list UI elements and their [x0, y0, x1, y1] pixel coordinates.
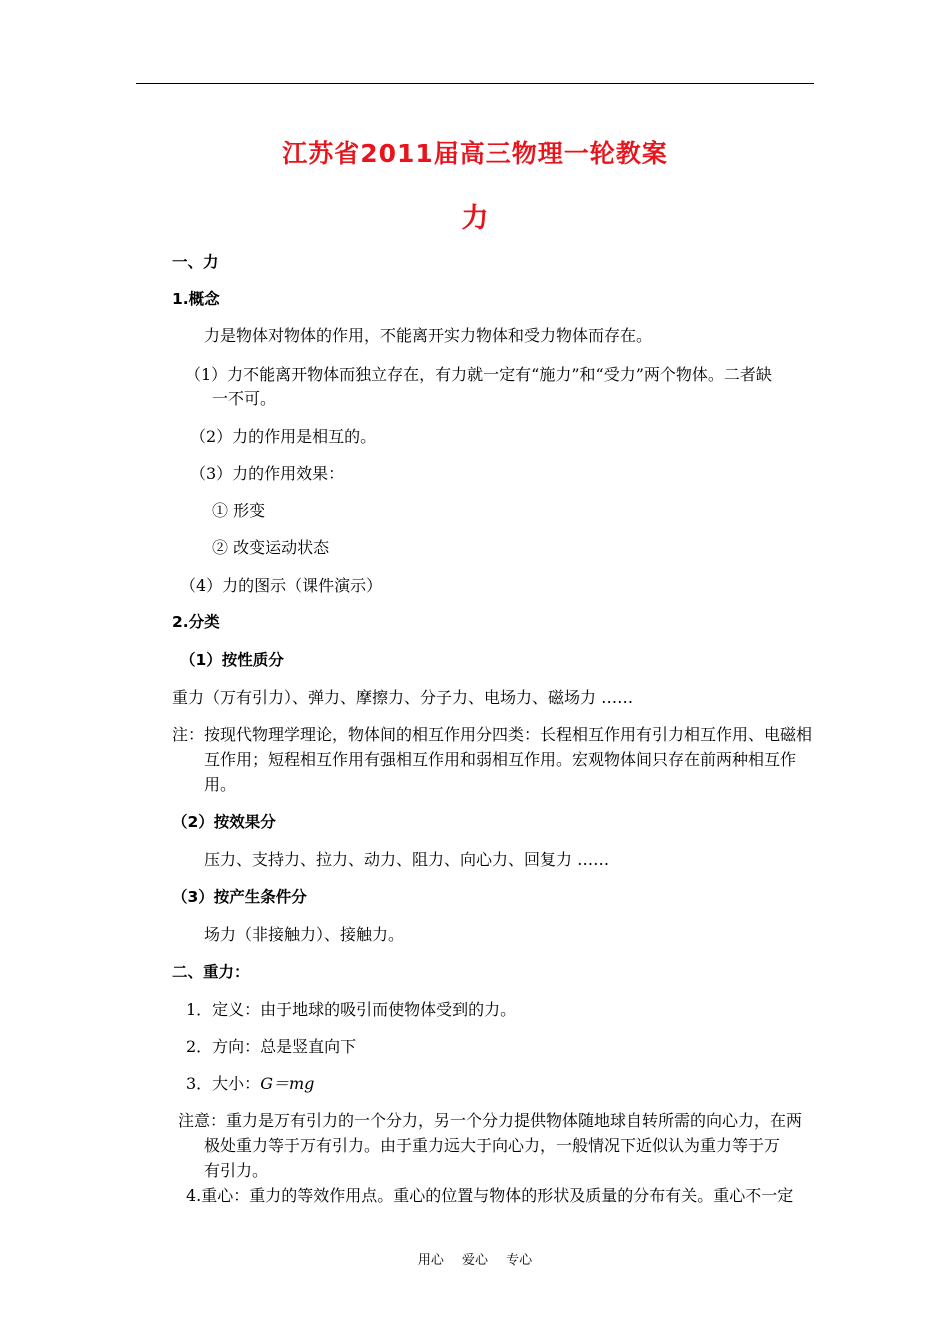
formula: G＝mg: [260, 1074, 315, 1093]
paragraph: 1．定义：由于地球的吸引而使物体受到的力。: [186, 1000, 517, 1019]
subsection-heading: 2.分类: [172, 613, 220, 631]
paragraph: （2）力的作用是相互的。: [190, 427, 377, 446]
page-footer: 用心 爱心 专心: [417, 1253, 533, 1268]
document-title: 江苏省2011届高三物理一轮教案: [282, 139, 668, 168]
paragraph: 4.重心：重力的等效作用点。重心的位置与物体的形状及质量的分布有关。重心不一定: [186, 1186, 794, 1205]
formula-label: 3．大小：: [186, 1074, 261, 1093]
paragraph: 力是物体对物体的作用，不能离开实力物体和受力物体而存在。: [204, 326, 653, 345]
paragraph: 场力（非接触力）、接触力。: [204, 925, 405, 944]
subsection-heading: （1）按性质分: [180, 651, 284, 669]
document-subtitle: 力: [461, 203, 489, 234]
list-item: ② 改变运动状态: [212, 538, 330, 557]
note: 用。: [204, 775, 237, 794]
subsection-heading: （3）按产生条件分: [172, 888, 307, 906]
paragraph: 一不可。: [212, 389, 277, 408]
paragraph: 2．方向：总是竖直向下: [186, 1037, 357, 1056]
paragraph: 重力（万有引力）、弹力、摩擦力、分子力、电场力、磁场力 ……: [172, 688, 634, 707]
section-heading: 一、力: [172, 253, 219, 271]
paragraph: [186, 1071, 314, 1096]
section-heading: 二、重力：: [172, 963, 250, 981]
list-item: ① 形变: [212, 501, 266, 520]
note: 注意：重力是万有引力的一个分力，另一个分力提供物体随地球自转所需的向心力，在两: [178, 1111, 803, 1130]
paragraph: （3）力的作用效果：: [190, 464, 345, 483]
header-rule: [136, 83, 814, 84]
paragraph: （4）力的图示（课件演示）: [180, 576, 383, 595]
subsection-heading: （2）按效果分: [172, 813, 276, 831]
note: 注：按现代物理学理论，物体间的相互作用分四类：长程相互作用有引力相互作用、电磁相: [172, 725, 813, 744]
note: 有引力。: [204, 1161, 269, 1180]
paragraph: （1）力不能离开物体而独立存在，有力就一定有“施力”和“受力”两个物体。二者缺: [185, 365, 772, 384]
note: 互作用；短程相互作用有强相互作用和弱相互作用。宏观物体间只存在前两种相互作: [204, 750, 797, 769]
paragraph: 压力、支持力、拉力、动力、阻力、向心力、回复力 ……: [204, 850, 610, 869]
note: 极处重力等于万有引力。由于重力远大于向心力，一般情况下近似认为重力等于万: [204, 1136, 781, 1155]
subsection-heading: 1.概念: [172, 290, 220, 308]
